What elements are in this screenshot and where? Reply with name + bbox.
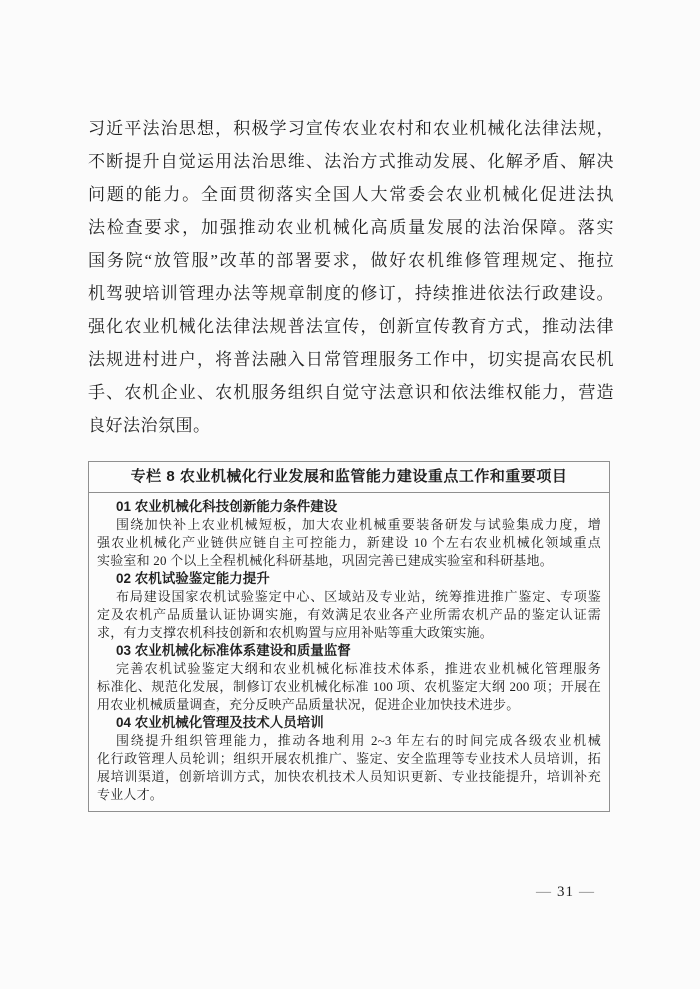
- panel-section-line: 化行政管理人员轮训；组织开展农机推广、鉴定、安全监理等专业技术人员培训，拓: [97, 751, 601, 766]
- paragraph-line: 国务院“放管服”改革的部署要求，做好农机维修管理规定、拖拉: [88, 251, 614, 270]
- footer-page-number: 31: [557, 884, 574, 900]
- panel-section-line: 专业人才。: [97, 787, 164, 802]
- panel-section-line: 实验室和 20 个以上全程机械化科研基地，巩固完善已建成实验室和科研基地。: [97, 553, 553, 568]
- panel-section-line: 强农业机械化产业链供应链自主可控能力，新建设 10 个左右农业机械化领域重点: [97, 535, 601, 550]
- page-footer: [531, 882, 600, 902]
- panel-section-line: 完善农机试验鉴定大纲和农业机械化标准技术体系，推进农业机械化管理服务: [116, 661, 601, 676]
- panel-section-heading: 03 农业机械化标准体系建设和质量监督: [116, 643, 351, 658]
- panel-body: [89, 493, 609, 811]
- paragraph-line: 问题的能力。全面贯彻落实全国人大常委会农业机械化促进法执: [88, 185, 614, 204]
- highlight-panel: [88, 461, 610, 812]
- panel-section-line: 用农业机械质量调查，充分反映产品质量状况，促进企业加快技术进步。: [97, 697, 520, 712]
- paragraph-line: 法检查要求，加强推动农业机械化高质量发展的法治保障。落实: [88, 218, 614, 237]
- panel-section-line: 定及农机产品质量认证协调实施，有效满足农业各产业所需农机产品的鉴定认证需: [97, 607, 601, 622]
- panel-section-line: 围绕加快补上农业机械短板，加大农业机械重要装备研发与试验集成力度，增: [116, 517, 601, 532]
- panel-section-line: 围绕提升组织管理能力，推动各地利用 2~3 年左右的时间完成各级农业机械: [116, 733, 601, 748]
- paragraph-line: 良好法治氛围。: [88, 416, 211, 435]
- paragraph-line: 手、农机企业、农机服务组织自觉守法意识和依法维权能力，营造: [88, 383, 614, 402]
- panel-title: 专栏 8 农业机械化行业发展和监管能力建设重点工作和重要项目: [89, 462, 609, 493]
- panel-section-line: 标准化、规范化发展，制修订农业机械化标准 100 项、农机鉴定大纲 200 项；开展在: [97, 679, 601, 694]
- paragraph-line: 习近平法治思想，积极学习宣传农业农村和农业机械化法律法规，: [88, 119, 614, 138]
- footer-dash-right: —: [579, 884, 595, 900]
- panel-section-heading: 04 农业机械化管理及技术人员培训: [116, 715, 324, 730]
- panel-section-line: 求，有力支撑农机科技创新和农机购置与应用补贴等重大政策实施。: [97, 625, 494, 640]
- main-paragraph: [88, 112, 614, 442]
- panel-section-line: 布局建设国家农机试验鉴定中心、区域站及专业站，统筹推进推广鉴定、专项鉴: [116, 589, 601, 604]
- panel-section-heading: 02 农机试验鉴定能力提升: [116, 571, 270, 586]
- footer-dash-left: —: [536, 884, 552, 900]
- paragraph-line: 法规进村进户，将普法融入日常管理服务工作中，切实提高农民机: [88, 350, 614, 369]
- paragraph-line: 机驾驶培训管理办法等规章制度的修订，持续推进依法行政建设。: [88, 284, 614, 303]
- paragraph-line: 强化农业机械化法律法规普法宣传，创新宣传教育方式，推动法律: [88, 317, 614, 336]
- paragraph-line: 不断提升自觉运用法治思维、法治方式推动发展、化解矛盾、解决: [88, 152, 614, 171]
- panel-section-line: 展培训渠道，创新培训方式，加快农机技术人员知识更新、专业技能提升，培训补充: [97, 769, 601, 784]
- panel-section-heading: 01 农业机械化科技创新能力条件建设: [116, 499, 338, 514]
